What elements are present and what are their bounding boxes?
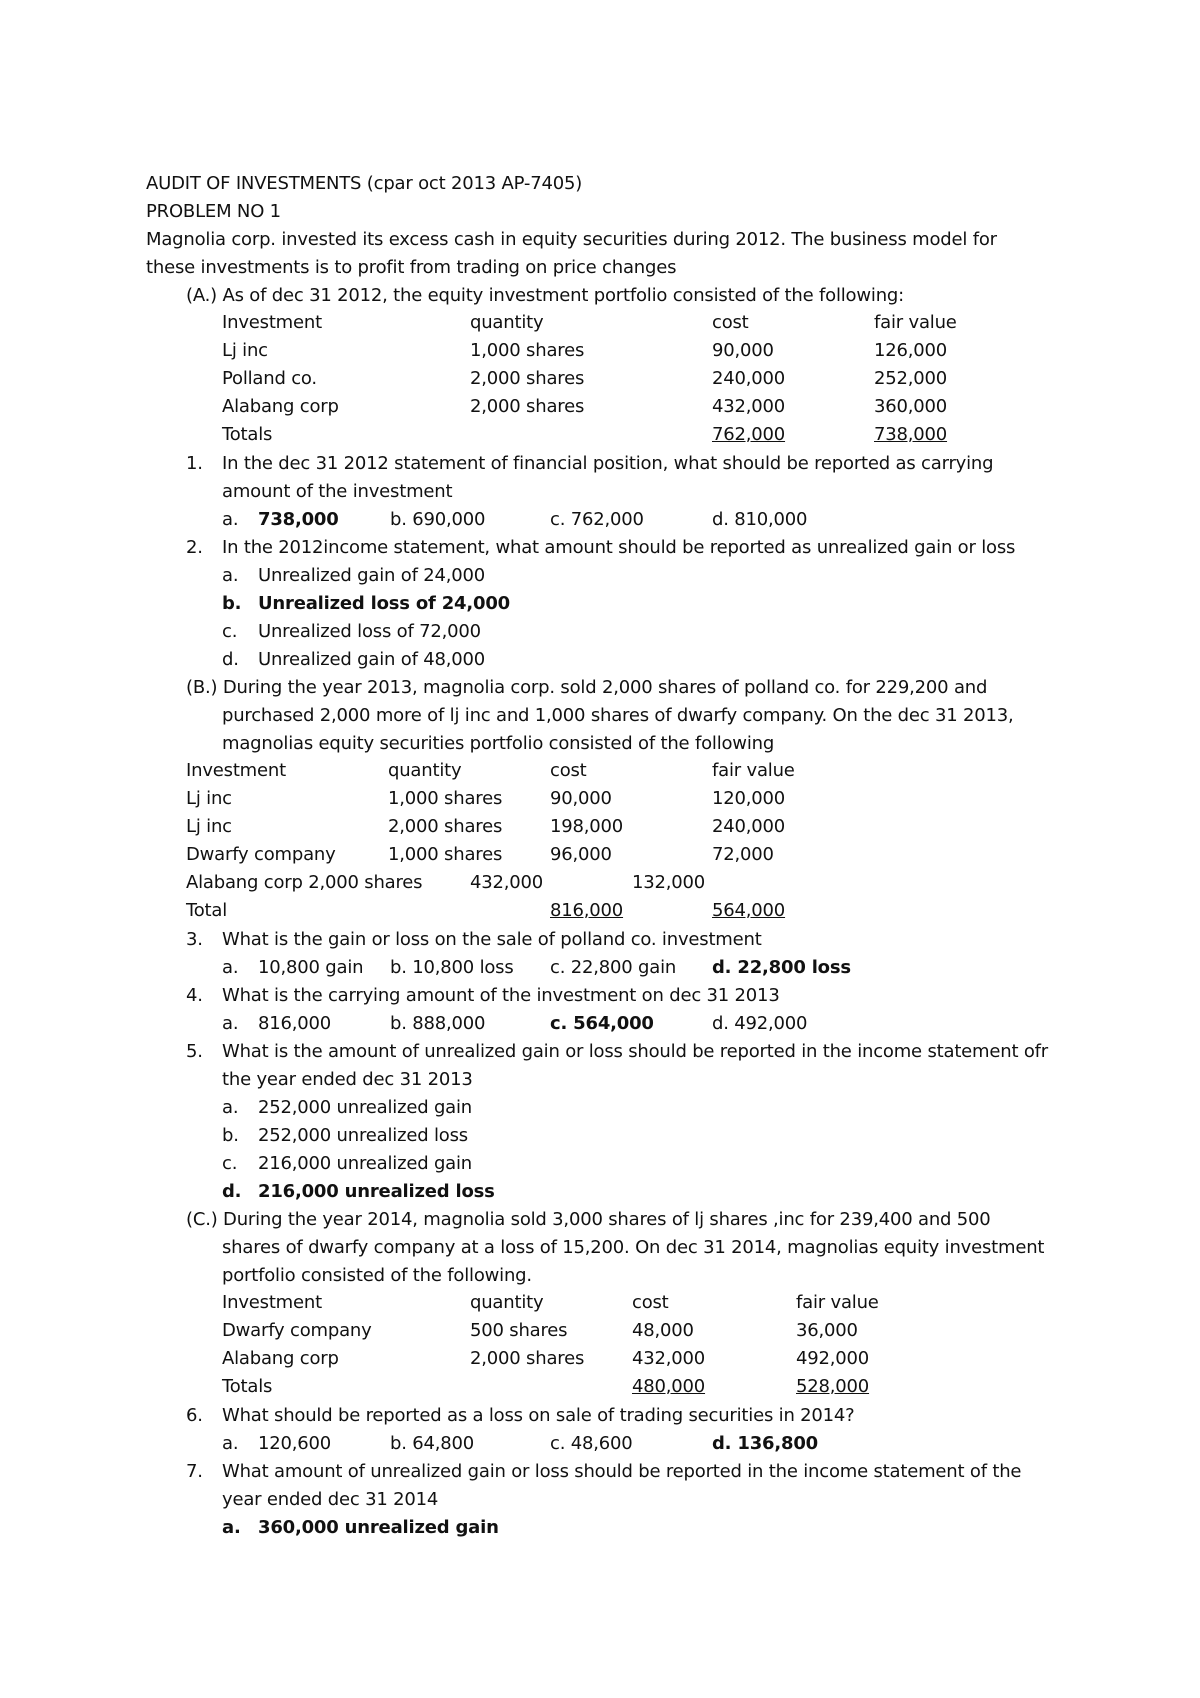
- table-cell: 432,000: [470, 872, 544, 893]
- part-b-lead-cont: magnolias equity securities portfolio consisted of the following: [222, 733, 775, 754]
- table-cell: Lj inc: [186, 788, 232, 809]
- table-cell: 2,000 shares: [388, 816, 503, 837]
- option-letter: a.: [222, 565, 239, 586]
- question-2-text: In the 2012income statement, what amount should be reported as unrealized gain or loss: [222, 537, 1016, 558]
- table-cell: 2,000 shares: [470, 1348, 585, 1369]
- answer-option: 10,800 gain: [258, 957, 364, 978]
- table-cell: 90,000: [550, 788, 612, 809]
- answer-option: b. 10,800 loss: [390, 957, 514, 978]
- answer-option: 738,000: [258, 509, 339, 530]
- answer-option: d. 492,000: [712, 1013, 808, 1034]
- question-6-text: What should be reported as a loss on sale of trading securities in 2014?: [222, 1405, 855, 1426]
- answer-option: c. 762,000: [550, 509, 644, 530]
- table-cell: 126,000: [874, 340, 948, 361]
- column-header: quantity: [470, 312, 544, 333]
- answer-option: 816,000: [258, 1013, 332, 1034]
- answer-option: d. 810,000: [712, 509, 808, 530]
- option-letter: b.: [222, 593, 242, 614]
- option-letter: b.: [222, 1125, 239, 1146]
- table-cell: 240,000: [712, 368, 786, 389]
- option-letter: a.: [222, 1517, 241, 1538]
- column-header: Investment: [222, 312, 322, 333]
- answer-option: 120,600: [258, 1433, 332, 1454]
- option-letter: a.: [222, 1097, 239, 1118]
- answer-option: c. 48,600: [550, 1433, 633, 1454]
- answer-option: c. 564,000: [550, 1013, 654, 1034]
- column-header: quantity: [470, 1292, 544, 1313]
- answer-option: 216,000 unrealized loss: [258, 1181, 495, 1202]
- question-7-text-cont: year ended dec 31 2014: [222, 1489, 439, 1510]
- answer-option: b. 64,800: [390, 1433, 475, 1454]
- table-cell: 72,000: [712, 844, 774, 865]
- question-1-text: In the dec 31 2012 statement of financial position, what should be reported as carrying: [222, 453, 994, 474]
- column-header: cost: [712, 312, 749, 333]
- column-header: quantity: [388, 760, 462, 781]
- table-cell: 2,000 shares: [470, 396, 585, 417]
- totals-label: Totals: [222, 1376, 273, 1397]
- part-c-lead-cont: shares of dwarfy company at a loss of 15,200. On dec 31 2014, magnolias equity investment: [222, 1237, 1045, 1258]
- option-letter: d.: [222, 1181, 242, 1202]
- problem-number: PROBLEM NO 1: [146, 201, 281, 222]
- question-number: 3.: [186, 929, 203, 950]
- answer-option: b. 690,000: [390, 509, 486, 530]
- question-number: 1.: [186, 453, 203, 474]
- total-cost: 480,000: [632, 1376, 706, 1397]
- answer-option: 360,000 unrealized gain: [258, 1517, 499, 1538]
- table-cell: 360,000: [874, 396, 948, 417]
- column-header: cost: [550, 760, 587, 781]
- table-cell: Alabang corp 2,000 shares: [186, 872, 423, 893]
- total-cost: 762,000: [712, 424, 786, 445]
- option-letter: a.: [222, 1433, 239, 1454]
- intro-line-1: Magnolia corp. invested its excess cash in equity securities during 2012. The business model for: [146, 229, 997, 250]
- column-header: Investment: [222, 1292, 322, 1313]
- table-cell: Lj inc: [222, 340, 268, 361]
- question-number: 7.: [186, 1461, 203, 1482]
- total-cost: 816,000: [550, 900, 624, 921]
- answer-option: Unrealized gain of 24,000: [258, 565, 486, 586]
- question-7-text: What amount of unrealized gain or loss should be reported in the income statement of the: [222, 1461, 1022, 1482]
- question-number: 5.: [186, 1041, 203, 1062]
- table-cell: 1,000 shares: [388, 788, 503, 809]
- table-cell: 198,000: [550, 816, 624, 837]
- question-1-text-cont: amount of the investment: [222, 481, 453, 502]
- answer-option: b. 888,000: [390, 1013, 486, 1034]
- table-cell: 432,000: [712, 396, 786, 417]
- column-header: Investment: [186, 760, 286, 781]
- question-4-text: What is the carrying amount of the investment on dec 31 2013: [222, 985, 780, 1006]
- part-b-lead: (B.) During the year 2013, magnolia corp. sold 2,000 shares of polland co. for 229,200 and: [186, 677, 988, 698]
- part-c-lead: (C.) During the year 2014, magnolia sold 3,000 shares of lj shares ,inc for 239,400 and 500: [186, 1209, 991, 1230]
- option-letter: a.: [222, 509, 239, 530]
- column-header: fair value: [796, 1292, 879, 1313]
- answer-option: 252,000 unrealized gain: [258, 1097, 473, 1118]
- intro-line-2: these investments is to profit from trading on price changes: [146, 257, 677, 278]
- table-cell: 432,000: [632, 1348, 706, 1369]
- table-cell: 36,000: [796, 1320, 858, 1341]
- table-cell: 120,000: [712, 788, 786, 809]
- answer-option: Unrealized loss of 72,000: [258, 621, 481, 642]
- answer-option: c. 22,800 gain: [550, 957, 677, 978]
- table-cell: 90,000: [712, 340, 774, 361]
- table-cell: 96,000: [550, 844, 612, 865]
- table-cell: Alabang corp: [222, 1348, 339, 1369]
- totals-label: Total: [186, 900, 228, 921]
- question-3-text: What is the gain or loss on the sale of polland co. investment: [222, 929, 762, 950]
- answer-option: Unrealized gain of 48,000: [258, 649, 486, 670]
- table-cell: 240,000: [712, 816, 786, 837]
- option-letter: c.: [222, 1153, 238, 1174]
- table-cell: 1,000 shares: [470, 340, 585, 361]
- table-cell: Polland co.: [222, 368, 317, 389]
- answer-option: 252,000 unrealized loss: [258, 1125, 468, 1146]
- question-number: 6.: [186, 1405, 203, 1426]
- column-header: cost: [632, 1292, 669, 1313]
- table-cell: 48,000: [632, 1320, 694, 1341]
- part-a-lead: (A.) As of dec 31 2012, the equity investment portfolio consisted of the following:: [186, 285, 904, 306]
- table-cell: 252,000: [874, 368, 948, 389]
- table-cell: Dwarfy company: [222, 1320, 372, 1341]
- part-b-lead-cont: purchased 2,000 more of lj inc and 1,000 shares of dwarfy company. On the dec 31 2013,: [222, 705, 1014, 726]
- option-letter: d.: [222, 649, 239, 670]
- column-header: fair value: [874, 312, 957, 333]
- table-cell: Alabang corp: [222, 396, 339, 417]
- total-fair-value: 738,000: [874, 424, 948, 445]
- table-cell: Dwarfy company: [186, 844, 336, 865]
- table-cell: 492,000: [796, 1348, 870, 1369]
- column-header: fair value: [712, 760, 795, 781]
- total-fair-value: 528,000: [796, 1376, 870, 1397]
- table-cell: 132,000: [632, 872, 706, 893]
- document-title: AUDIT OF INVESTMENTS (cpar oct 2013 AP-7405): [146, 173, 583, 194]
- table-cell: 1,000 shares: [388, 844, 503, 865]
- question-number: 2.: [186, 537, 203, 558]
- answer-option: 216,000 unrealized gain: [258, 1153, 473, 1174]
- table-cell: Lj inc: [186, 816, 232, 837]
- answer-option: Unrealized loss of 24,000: [258, 593, 510, 614]
- table-cell: 2,000 shares: [470, 368, 585, 389]
- answer-option: d. 136,800: [712, 1433, 818, 1454]
- option-letter: a.: [222, 1013, 239, 1034]
- table-cell: 500 shares: [470, 1320, 568, 1341]
- total-fair-value: 564,000: [712, 900, 786, 921]
- option-letter: a.: [222, 957, 239, 978]
- question-5-text-cont: the year ended dec 31 2013: [222, 1069, 473, 1090]
- answer-option: d. 22,800 loss: [712, 957, 851, 978]
- question-number: 4.: [186, 985, 203, 1006]
- totals-label: Totals: [222, 424, 273, 445]
- part-c-lead-cont: portfolio consisted of the following.: [222, 1265, 532, 1286]
- question-5-text: What is the amount of unrealized gain or loss should be reported in the income statement ofr: [222, 1041, 1048, 1062]
- option-letter: c.: [222, 621, 238, 642]
